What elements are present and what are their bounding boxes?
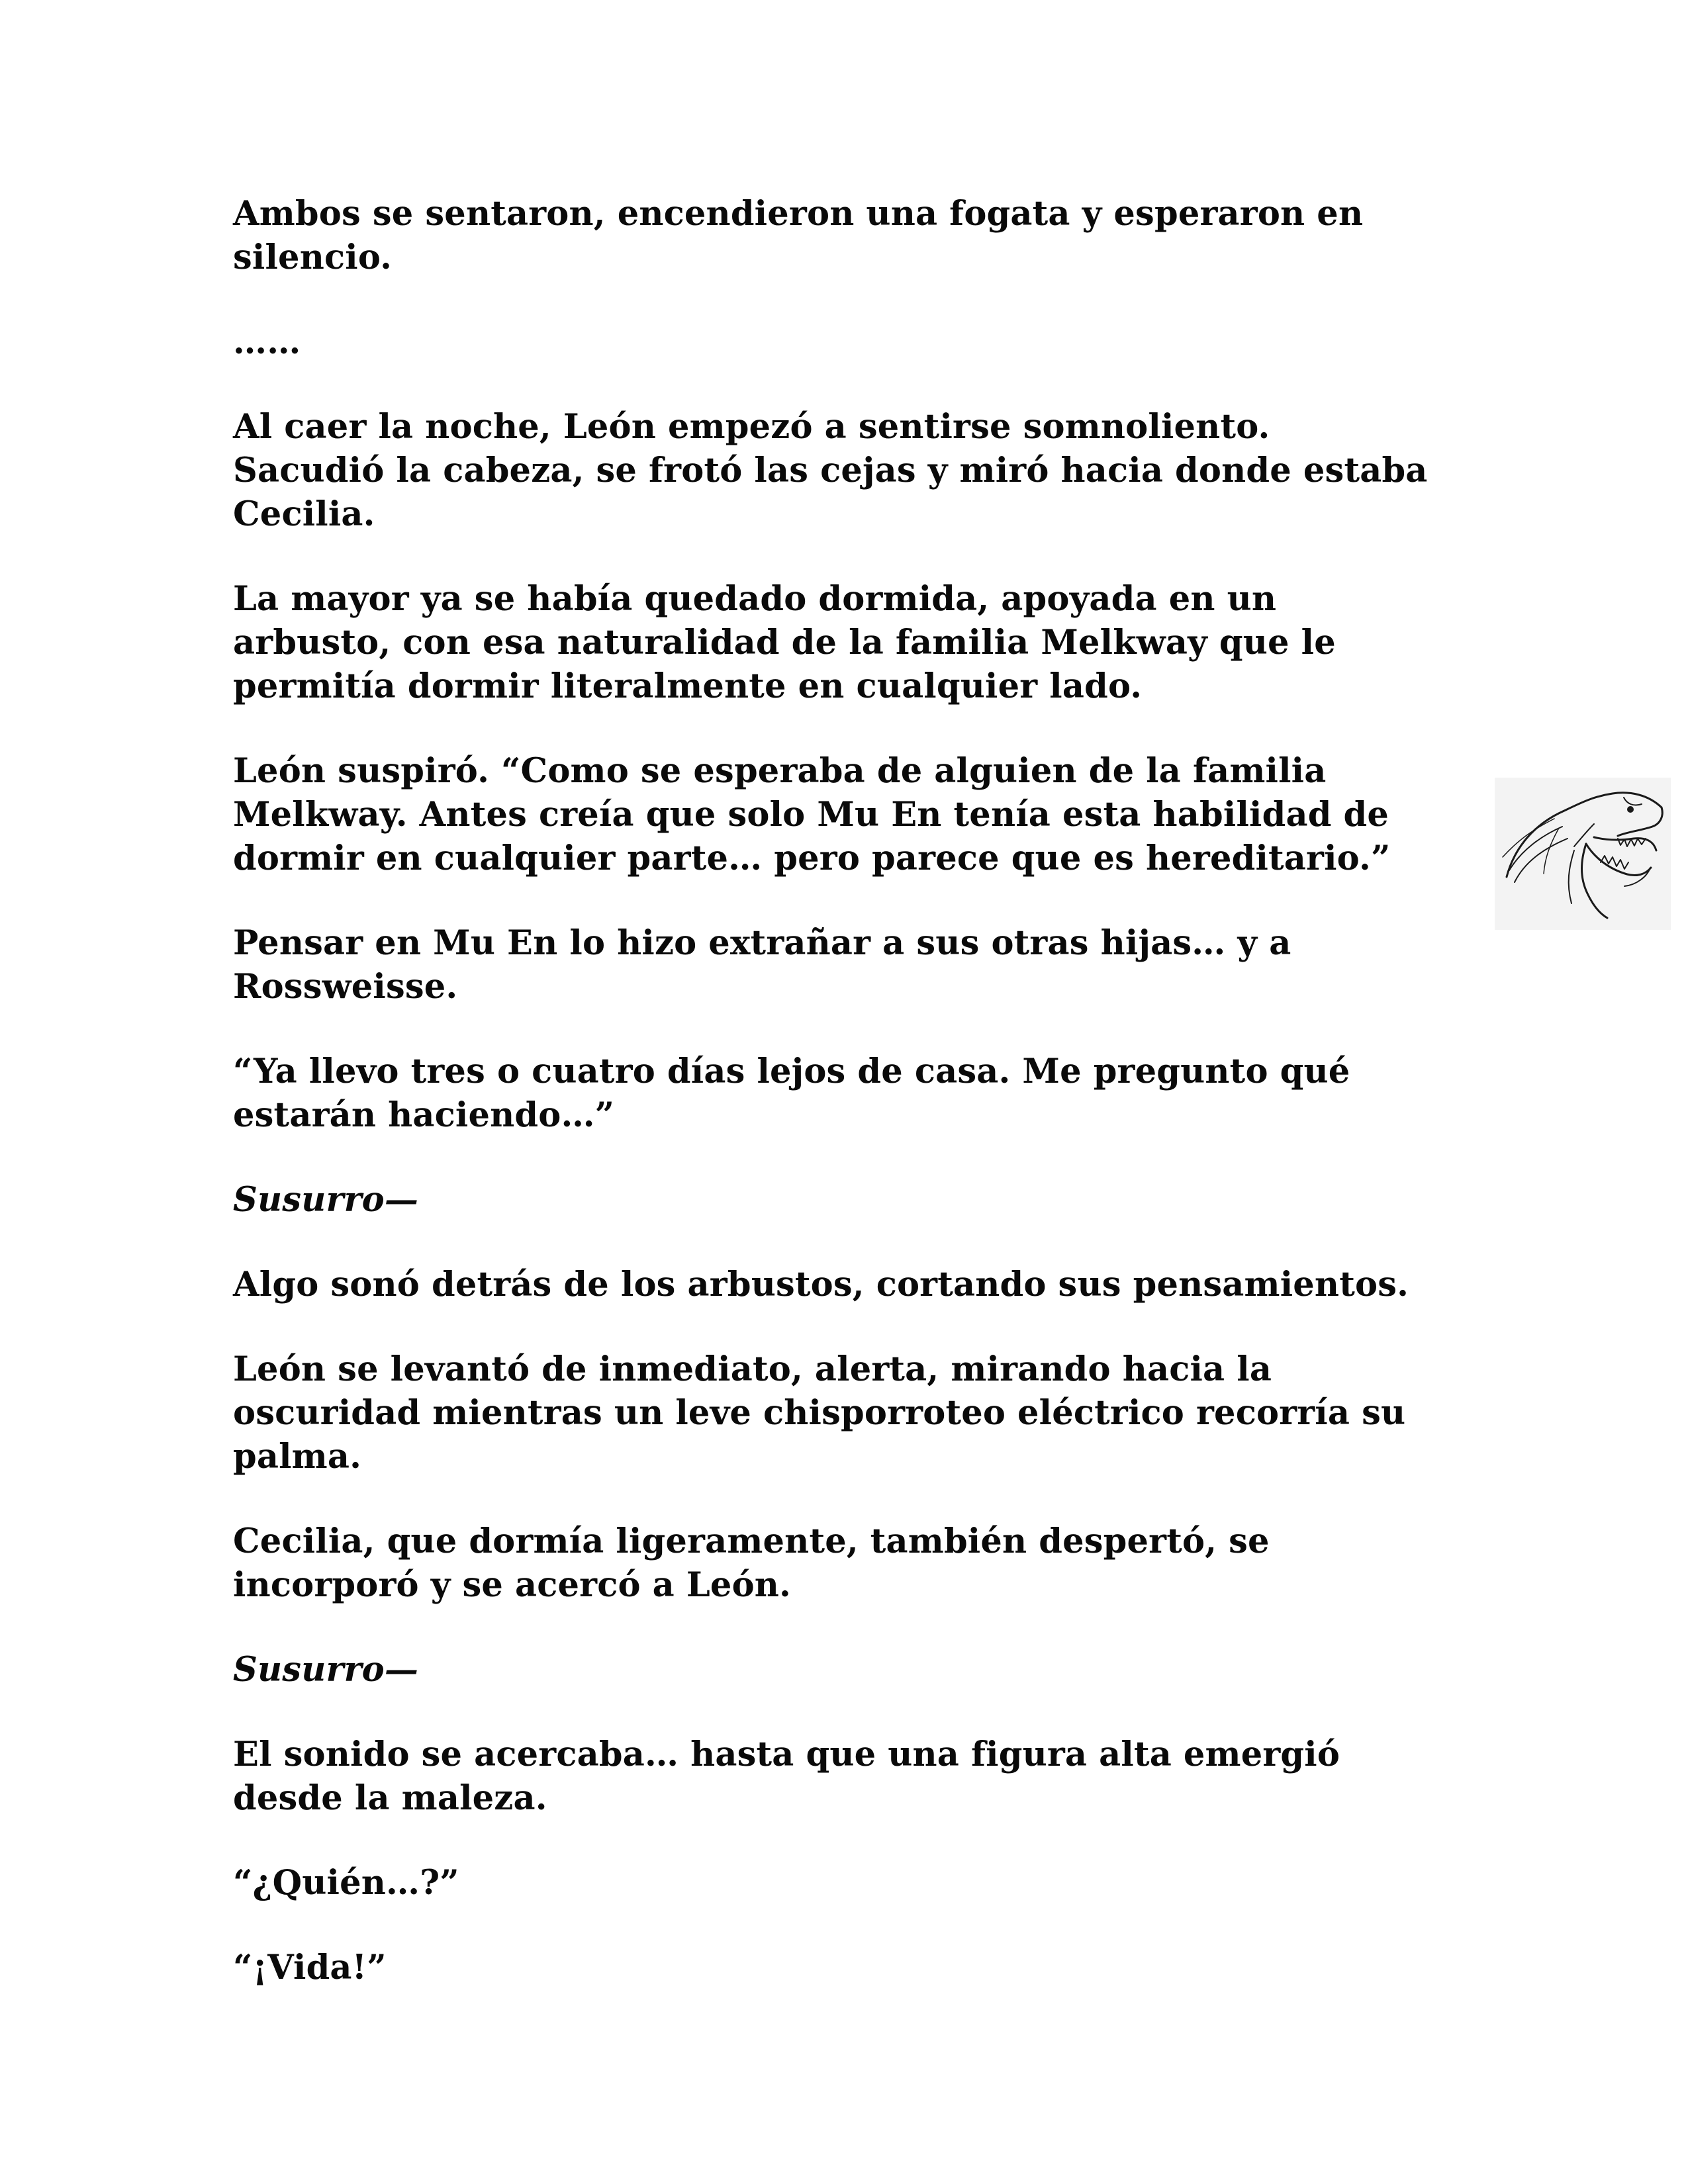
paragraph: Algo sonó detrás de los arbustos, cortando sus pensamientos. bbox=[233, 1265, 1409, 1304]
dialogue-line: “¿Quién…?” bbox=[233, 1863, 459, 1903]
paragraph: Ambos se sentaron, encendieron una fogata y esperaron en silencio. bbox=[233, 194, 1364, 277]
paragraph: Cecilia, que dormía ligeramente, también despertó, se incorporó y se acercó a León. bbox=[233, 1522, 1270, 1605]
paragraph: El sonido se acercaba… hasta que una figura alta emergió desde la maleza. bbox=[233, 1735, 1340, 1818]
paragraph: “Ya llevo tres o cuatro días lejos de casa. Me pregunto qué estarán haciendo…” bbox=[233, 1052, 1350, 1135]
sound-effect: Susurro— bbox=[233, 1180, 419, 1220]
paragraph: La mayor ya se había quedado dormida, apoyada en un arbusto, con esa naturalidad de la familia Melkway que le permitía dormir literalmente en cualquier lado. bbox=[233, 579, 1336, 706]
paragraph: León suspiró. “Como se esperaba de alguien de la familia Melkway. Antes creía que solo Mu En tenía esta habilidad de dormir en cualquier parte… pero parece que es hereditario.” bbox=[233, 751, 1391, 878]
dinosaur-head-sketch-icon bbox=[1495, 778, 1671, 930]
dialogue-line: “¡Vida!” bbox=[233, 1948, 387, 1987]
paragraph: Pensar en Mu En lo hizo extrañar a sus otras hijas… y a Rossweisse. bbox=[233, 923, 1291, 1007]
body-text bbox=[233, 192, 1464, 1989]
paragraph: Al caer la noche, León empezó a sentirse somnoliento. Sacudió la cabeza, se frotó las cejas y miró hacia donde estaba Cecilia. bbox=[233, 407, 1428, 534]
paragraph: León se levantó de inmediato, alerta, mirando hacia la oscuridad mientras un leve chisporroteo eléctrico recorría su palma. bbox=[233, 1349, 1406, 1477]
sound-effect: Susurro— bbox=[233, 1650, 419, 1690]
paragraph: …… bbox=[233, 322, 301, 362]
